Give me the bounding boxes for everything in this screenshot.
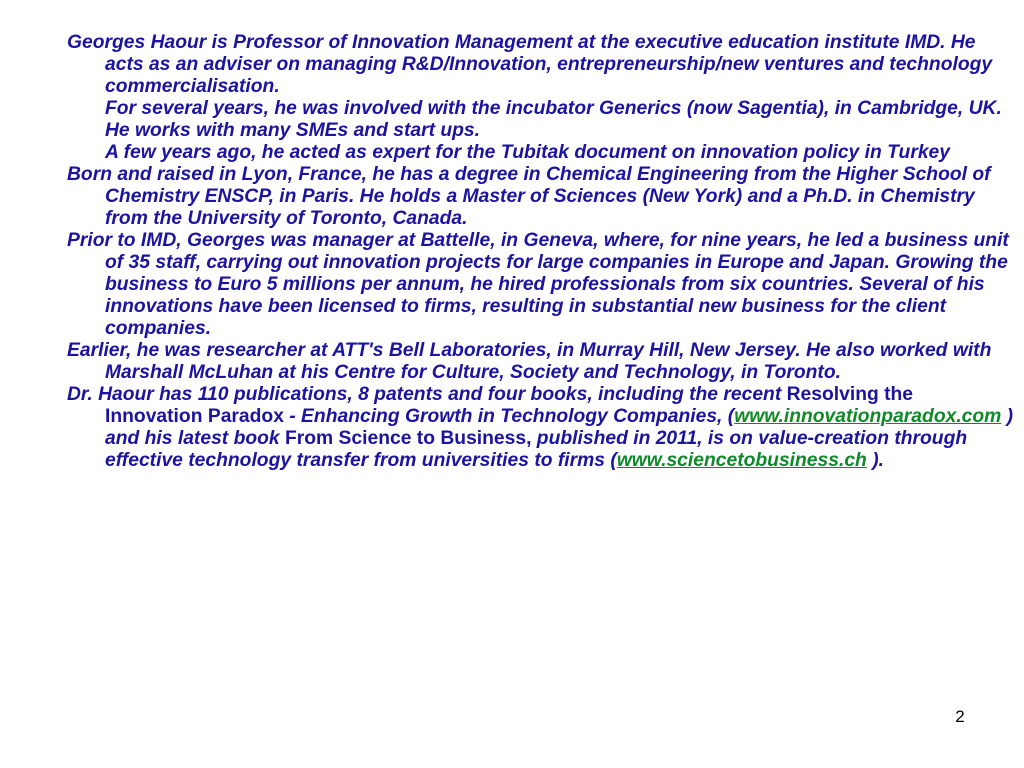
biography-text-box — [67, 32, 1015, 472]
innovationparadox-link[interactable]: www.innovationparadox.com — [734, 406, 1002, 427]
page-number: 2 — [955, 707, 965, 726]
sub-paragraph-tubitak: A few years ago, he acted as expert for the Tubitak document on innovation policy in Turkey — [105, 142, 950, 163]
paragraph-bell-labs: Earlier, he was researcher at ATT's Bell Laboratories, in Murray Hill, New Jersey. He also worked with Marshall McLuhan at his Centre for Culture, Society and Technology, in Toronto. — [67, 340, 992, 383]
publications-text-5: ). — [866, 450, 884, 471]
book-title-science-to-business: From Science to Business, — [285, 428, 532, 449]
publications-text-4: published in 2011, is on value-creation through effective technology transfer from universities to firms ( — [105, 428, 968, 471]
paragraph-publications — [67, 384, 1015, 472]
sciencetobusiness-link[interactable]: www.sciencetobusiness.ch — [616, 450, 867, 471]
paragraph-battelle: Prior to IMD, Georges was manager at Battelle, in Geneva, where, for nine years, he led a business unit of 35 staff, carrying out innovation projects for large companies in Europe and Japan. Growing the business to Euro 5 millions per annum, he hired professionals from six countries. Several of his innovations have been licensed to firms, resulting in substantial new business for the client companies. — [67, 230, 1009, 339]
publications-text-2: - Enhancing Growth in Technology Companies, ( — [283, 406, 735, 427]
paragraph-education: Born and raised in Lyon, France, he has a degree in Chemical Engineering from the Higher School of Chemistry ENSCP, in Paris. He holds a Master of Sciences (New York) and a Ph.D. in Chemistry from the University of Toronto, Canada. — [67, 164, 991, 229]
paragraph-professor-role: Georges Haour is Professor of Innovation Management at the executive education institute IMD. He acts as an adviser on managing R&D/Innovation, entrepreneurship/new ventures and technology commercialisation. — [67, 32, 993, 97]
publications-text-1: Dr. Haour has 110 publications, 8 patents and four books, including the recent — [67, 384, 787, 405]
book-title-resolving-paradox: Resolving the Innovation Paradox — [105, 384, 914, 427]
publications-text-3: ) and his latest book — [105, 406, 1014, 449]
sub-paragraph-incubator: For several years, he was involved with the incubator Generics (now Sagentia), in Cambridge, UK. He works with many SMEs and start ups. — [105, 98, 1002, 141]
